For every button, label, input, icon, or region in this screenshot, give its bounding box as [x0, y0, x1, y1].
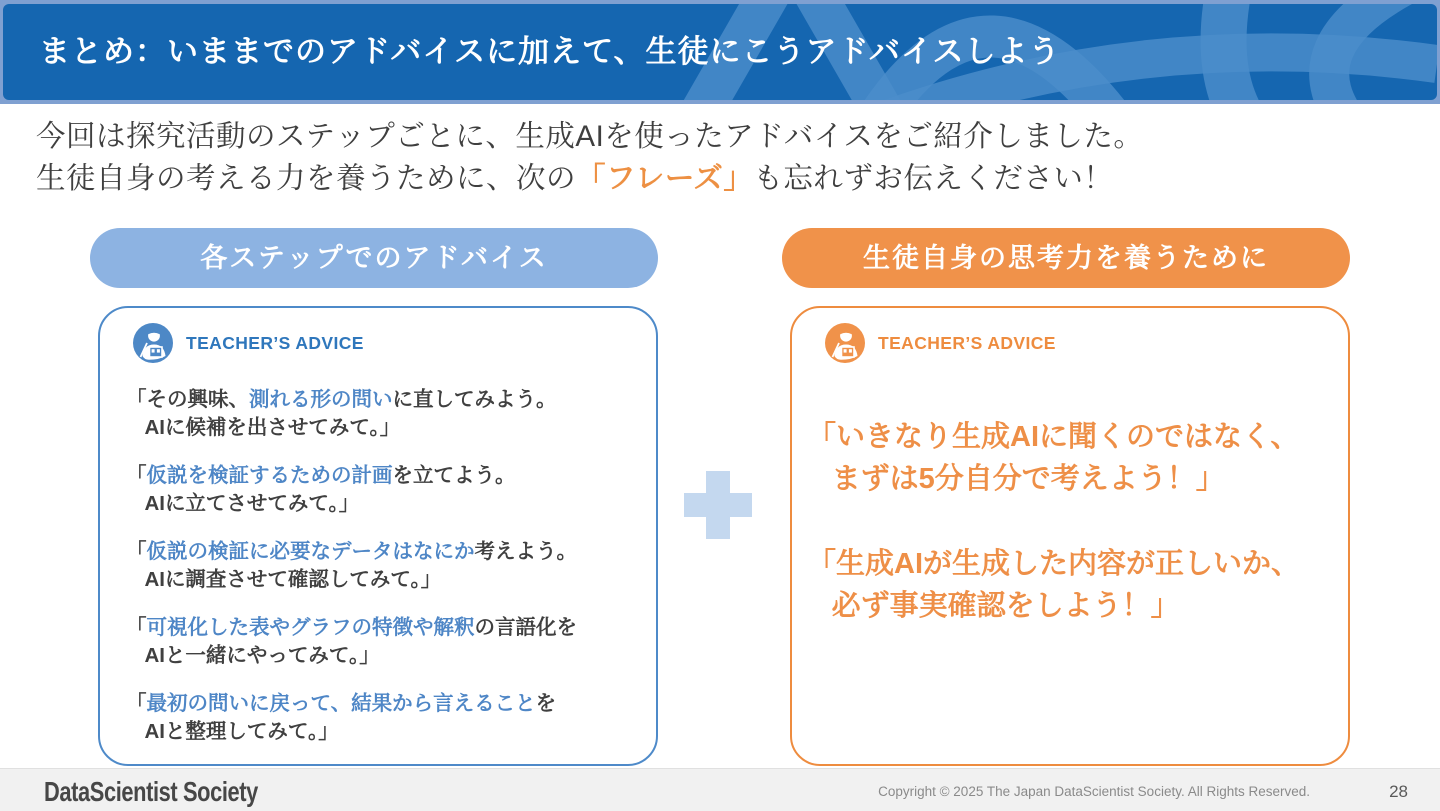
quote-list [807, 417, 1348, 627]
advice-item: 「可視化した表やグラフの特徴や解釈の言語化を AIと一緒にやってみて。」 [126, 616, 577, 667]
right-advice-label: TEACHER’S ADVICE [878, 332, 1056, 353]
intro-line-1: 今回は探究活動のステップごとに、生成AIを使ったアドバイスをご紹介しました。 [36, 120, 1144, 153]
teacher-icon [825, 323, 865, 363]
advice-item: 「仮説を検証するための計画を立てよう。 AIに立てさせてみて。」 [126, 464, 516, 515]
header-bar-inner [3, 4, 1437, 100]
advice-list [126, 386, 656, 745]
highlighted-phrase: 仮説を検証するための計画 [146, 464, 393, 487]
left-advice-panel [98, 306, 658, 766]
right-pill-header: 生徒自身の思考力を養うために [782, 228, 1350, 288]
organization-logo: DataScientist Society [44, 776, 258, 807]
intro-line-2: 生徒自身の考える力を養うために、次の「フレーズ」も忘れずお伝えください！ [36, 162, 1114, 195]
student-phrase-quote: 「生成AIが生成した内容が正しいか、 必ず事実確認をしよう！」 [807, 548, 1301, 622]
highlighted-phrase: 仮説の検証に必要なデータはなにか [146, 540, 475, 563]
intro-text [36, 116, 1286, 200]
intro-highlight-phrase: 「フレーズ」 [576, 162, 754, 195]
copyright-text: Copyright © 2025 The Japan DataScientist Society. All Rights Reserved. [878, 784, 1310, 799]
page-number: 28 [1389, 782, 1408, 801]
right-advice-panel [790, 306, 1350, 766]
advice-item: 「仮説の検証に必要なデータはなにか考えよう。 AIに調査させて確認してみて。」 [126, 540, 577, 591]
left-advice-label: TEACHER’S ADVICE [186, 332, 364, 353]
header-bar [0, 0, 1440, 104]
right-advice-header [825, 323, 1348, 363]
left-pill-header: 各ステップでのアドバイス [90, 228, 658, 288]
plus-icon [684, 471, 752, 539]
page-title: まとめ：いままでのアドバイスに加えて、生徒にこうアドバイスしよう [39, 34, 1061, 69]
advice-item: 「その興味、測れる形の問いに直してみよう。 AIに候補を出させてみて。」 [126, 388, 557, 439]
highlighted-phrase: 測れる形の問い [249, 388, 393, 411]
highlighted-phrase: 最初の問いに戻って、結果から言えること [146, 692, 536, 715]
highlighted-phrase: 可視化した表やグラフの特徴や解釈 [146, 616, 475, 639]
student-phrase-quote: 「いきなり生成AIに聞くのではなく、 まずは5分自分で考えよう！」 [807, 421, 1300, 495]
left-advice-header [133, 323, 656, 363]
footer-bar [0, 768, 1440, 811]
teacher-icon [133, 323, 173, 363]
advice-item: 「最初の問いに戻って、結果から言えることを AIと整理してみて。」 [126, 692, 557, 743]
